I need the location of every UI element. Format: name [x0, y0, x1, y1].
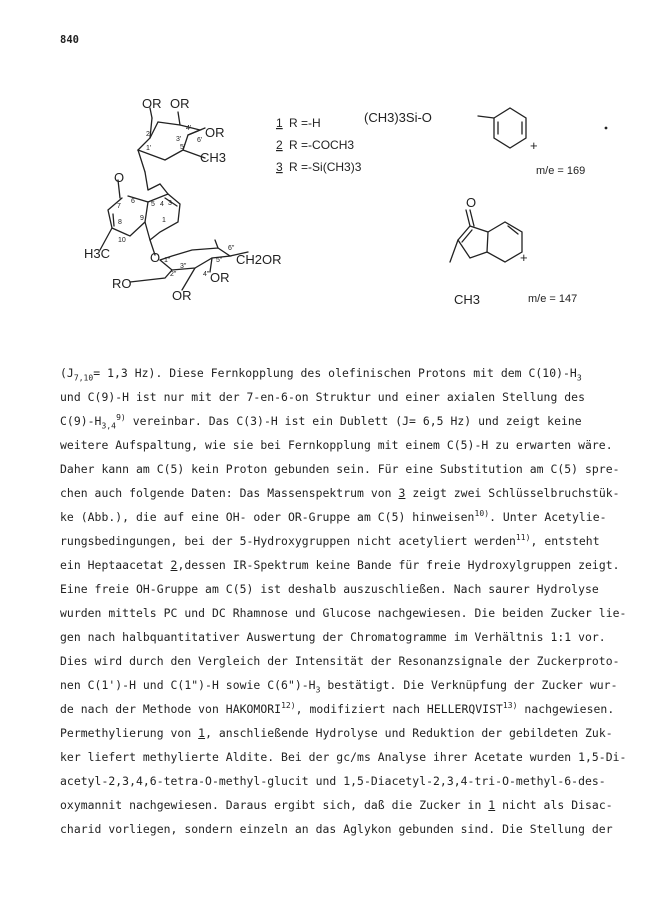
text-line	[60, 433, 645, 457]
text-fragment: 11)	[515, 533, 531, 543]
ink-dot	[605, 127, 608, 130]
text-fragment: nen C(1')-H und C(1")-H sowie C(6")-H	[60, 678, 316, 692]
text-fragment: 13)	[502, 701, 518, 711]
text-fragment: 9)	[116, 413, 126, 423]
text-fragment: 1	[198, 726, 206, 740]
text-fragment: , modifiziert nach HELLERQVIST	[295, 702, 503, 716]
num-c7: 7	[117, 203, 121, 210]
text-fragment: gen nach halbquantitativer Auswertung der Chromatogramme im Verhältnis 1:1 vor.	[60, 630, 606, 644]
num-5pp: 5"	[216, 257, 223, 264]
atom-ch3-frag2: CH3	[454, 292, 481, 307]
text-fragment: Daher kann am C(5) kein Proton gebunden sein. Für eine Substitution am C(5) spre-	[60, 462, 620, 476]
text-fragment: acetyl-2,3,4,6-tetra-O-methyl-glucit und 1,5-Diacetyl-2,3,4-tri-O-methyl-6-des-	[60, 774, 606, 788]
atom-o-frag2: O	[466, 195, 477, 210]
compound-list	[276, 116, 362, 174]
text-line	[60, 793, 645, 817]
text-line	[60, 769, 645, 793]
num-4p: 4'	[186, 125, 192, 132]
text-fragment: nicht als Disac-	[495, 798, 613, 812]
text-fragment: wurden mittels PC und DC Rhamnose und Glucose nachgewiesen. Die beiden Zucker lie-	[60, 606, 627, 620]
num-c5: 5	[151, 201, 155, 208]
text-fragment: ker liefert methylierte Aldite. Bei der gc/ms Analyse ihrer Acetate wurden 1,5-Di-	[60, 750, 627, 764]
text-fragment: . Unter Acetylie-	[489, 510, 607, 524]
text-line	[60, 505, 645, 529]
atom-ch3-1: CH3	[200, 150, 227, 165]
num-c4: 4	[160, 201, 164, 208]
text-fragment: bestätigt. Die Verknüpfung der Zucker wur-	[320, 678, 618, 692]
text-line	[60, 601, 645, 625]
text-line	[60, 625, 645, 649]
num-c8: 8	[118, 219, 122, 226]
text-fragment: ke (Abb.), die auf eine OH- oder OR-Gruppe am C(5) hinweisen	[60, 510, 475, 524]
text-line	[60, 553, 645, 577]
text-fragment: nachgewiesen.	[517, 702, 615, 716]
text-fragment: , entsteht	[530, 534, 600, 548]
compound-2: 2 R =-COCH3	[276, 138, 355, 152]
text-line	[60, 577, 645, 601]
num-6pp: 6"	[228, 245, 235, 252]
text-fragment: 7,10	[73, 373, 94, 383]
compound-3: 3 R =-Si(CH3)3	[276, 160, 362, 174]
text-fragment: zeigt zwei Schlüsselbruchstük-	[405, 486, 620, 500]
text-fragment: weitere Aufspaltung, wie sie bei Fernkopplung mit einem C(5)-H zu erwarten wäre.	[60, 438, 613, 452]
atom-h3c: H3C	[84, 246, 111, 261]
text-fragment: 3	[398, 486, 406, 500]
text-line	[60, 817, 645, 841]
num-3pp: 3"	[180, 263, 187, 270]
text-fragment: oxymannit nachgewiesen. Daraus ergibt sich, daß die Zucker in	[60, 798, 489, 812]
num-c9: 9	[140, 215, 144, 222]
text-fragment: , anschließende Hydrolyse und Reduktion der gebildeten Zuk-	[205, 726, 613, 740]
frag1-mz: m/e = 169	[536, 165, 586, 177]
text-fragment: ein Heptaacetat	[60, 558, 171, 572]
atom-o-keto: O	[114, 170, 125, 185]
text-line	[60, 361, 645, 385]
text-line	[60, 649, 645, 673]
text-line	[60, 409, 645, 433]
num-6p: 6'	[197, 137, 203, 144]
text-fragment: 3	[576, 373, 582, 383]
num-c10: 10	[118, 237, 126, 244]
text-fragment: rungsbedingungen, bei der 5-Hydroxygruppen nicht acetyliert werden	[60, 534, 516, 548]
atom-plus-frag2: +	[520, 250, 528, 265]
text-fragment: chen auch folgende Daten: Das Massenspektrum von	[60, 486, 399, 500]
num-1pp: 1"	[164, 257, 171, 264]
text-fragment: = 6,5 Hz) und zeigt keine	[409, 414, 582, 428]
text-fragment: = 1,3 Hz). Diese Fernkopplung des olefinischen Protons mit dem C(10)-H	[93, 366, 577, 380]
text-fragment: Permethylierung von	[60, 726, 199, 740]
text-fragment: de nach der Methode von HAKOMORI	[60, 702, 282, 716]
body-text	[60, 361, 645, 841]
text-fragment: 2	[170, 558, 178, 572]
atom-ro: RO	[112, 276, 132, 291]
text-fragment: 10)	[474, 509, 490, 519]
tms-group-label: (CH3)3Si-O	[364, 110, 432, 125]
text-fragment: 12)	[281, 701, 296, 711]
text-line	[60, 745, 645, 769]
frag2-mz: m/e = 147	[528, 293, 578, 305]
atom-ch2or: CH2OR	[236, 252, 282, 267]
text-fragment: 3	[315, 685, 321, 695]
num-c1: 1	[162, 217, 166, 224]
text-fragment: Eine freie OH-Gruppe am C(5) ist deshalb auszuschließen. Nach saurer Hydrolyse	[60, 582, 599, 596]
text-fragment: (J	[60, 366, 74, 380]
text-line	[60, 481, 645, 505]
text-line	[60, 385, 645, 409]
text-fragment: 3,4	[101, 421, 117, 431]
atom-or-1: OR	[142, 96, 162, 111]
text-line	[60, 721, 645, 745]
compound-1: 1 R =-H	[276, 116, 321, 130]
atom-or-4: OR	[210, 270, 230, 285]
num-c6: 6	[131, 198, 135, 205]
atom-o-link: O	[150, 250, 161, 265]
atom-or-2: OR	[170, 96, 190, 111]
text-fragment: charid vorliegen, sondern einzeln an das Aglykon gebunden sind. Die Stellung der	[60, 822, 613, 836]
num-5p: 5'	[180, 144, 186, 151]
text-fragment: Dies wird durch den Vergleich der Intensität der Resonanzsignale der Zuckerproto-	[60, 654, 620, 668]
text-fragment: und C(9)-H ist nur mit der 7-en-6-on Struktur und einer axialen Stellung des	[60, 390, 585, 404]
atom-or-5: OR	[172, 288, 192, 303]
num-1p: 1'	[146, 145, 152, 152]
num-4pp: 4"	[203, 271, 210, 278]
text-line	[60, 697, 645, 721]
atom-plus-frag1: +	[530, 138, 538, 153]
num-c3: 3	[168, 200, 172, 207]
text-line	[60, 529, 645, 553]
num-2pp: 2"	[170, 271, 177, 278]
num-3p: 3'	[176, 136, 182, 143]
text-fragment: vereinbar. Das C(3)-H ist ein Dublett (J	[125, 414, 410, 428]
page-number: 840	[60, 34, 79, 46]
text-fragment: ,dessen IR-Spektrum keine Bande für freie Hydroxylgruppen zeigt.	[177, 558, 620, 572]
text-fragment: C(9)-H	[60, 414, 102, 428]
text-line	[60, 457, 645, 481]
text-line	[60, 673, 645, 697]
chemical-scheme	[0, 0, 672, 340]
text-fragment: 1	[488, 798, 496, 812]
num-2p: 2'	[146, 131, 152, 138]
atom-or-3: OR	[205, 125, 225, 140]
